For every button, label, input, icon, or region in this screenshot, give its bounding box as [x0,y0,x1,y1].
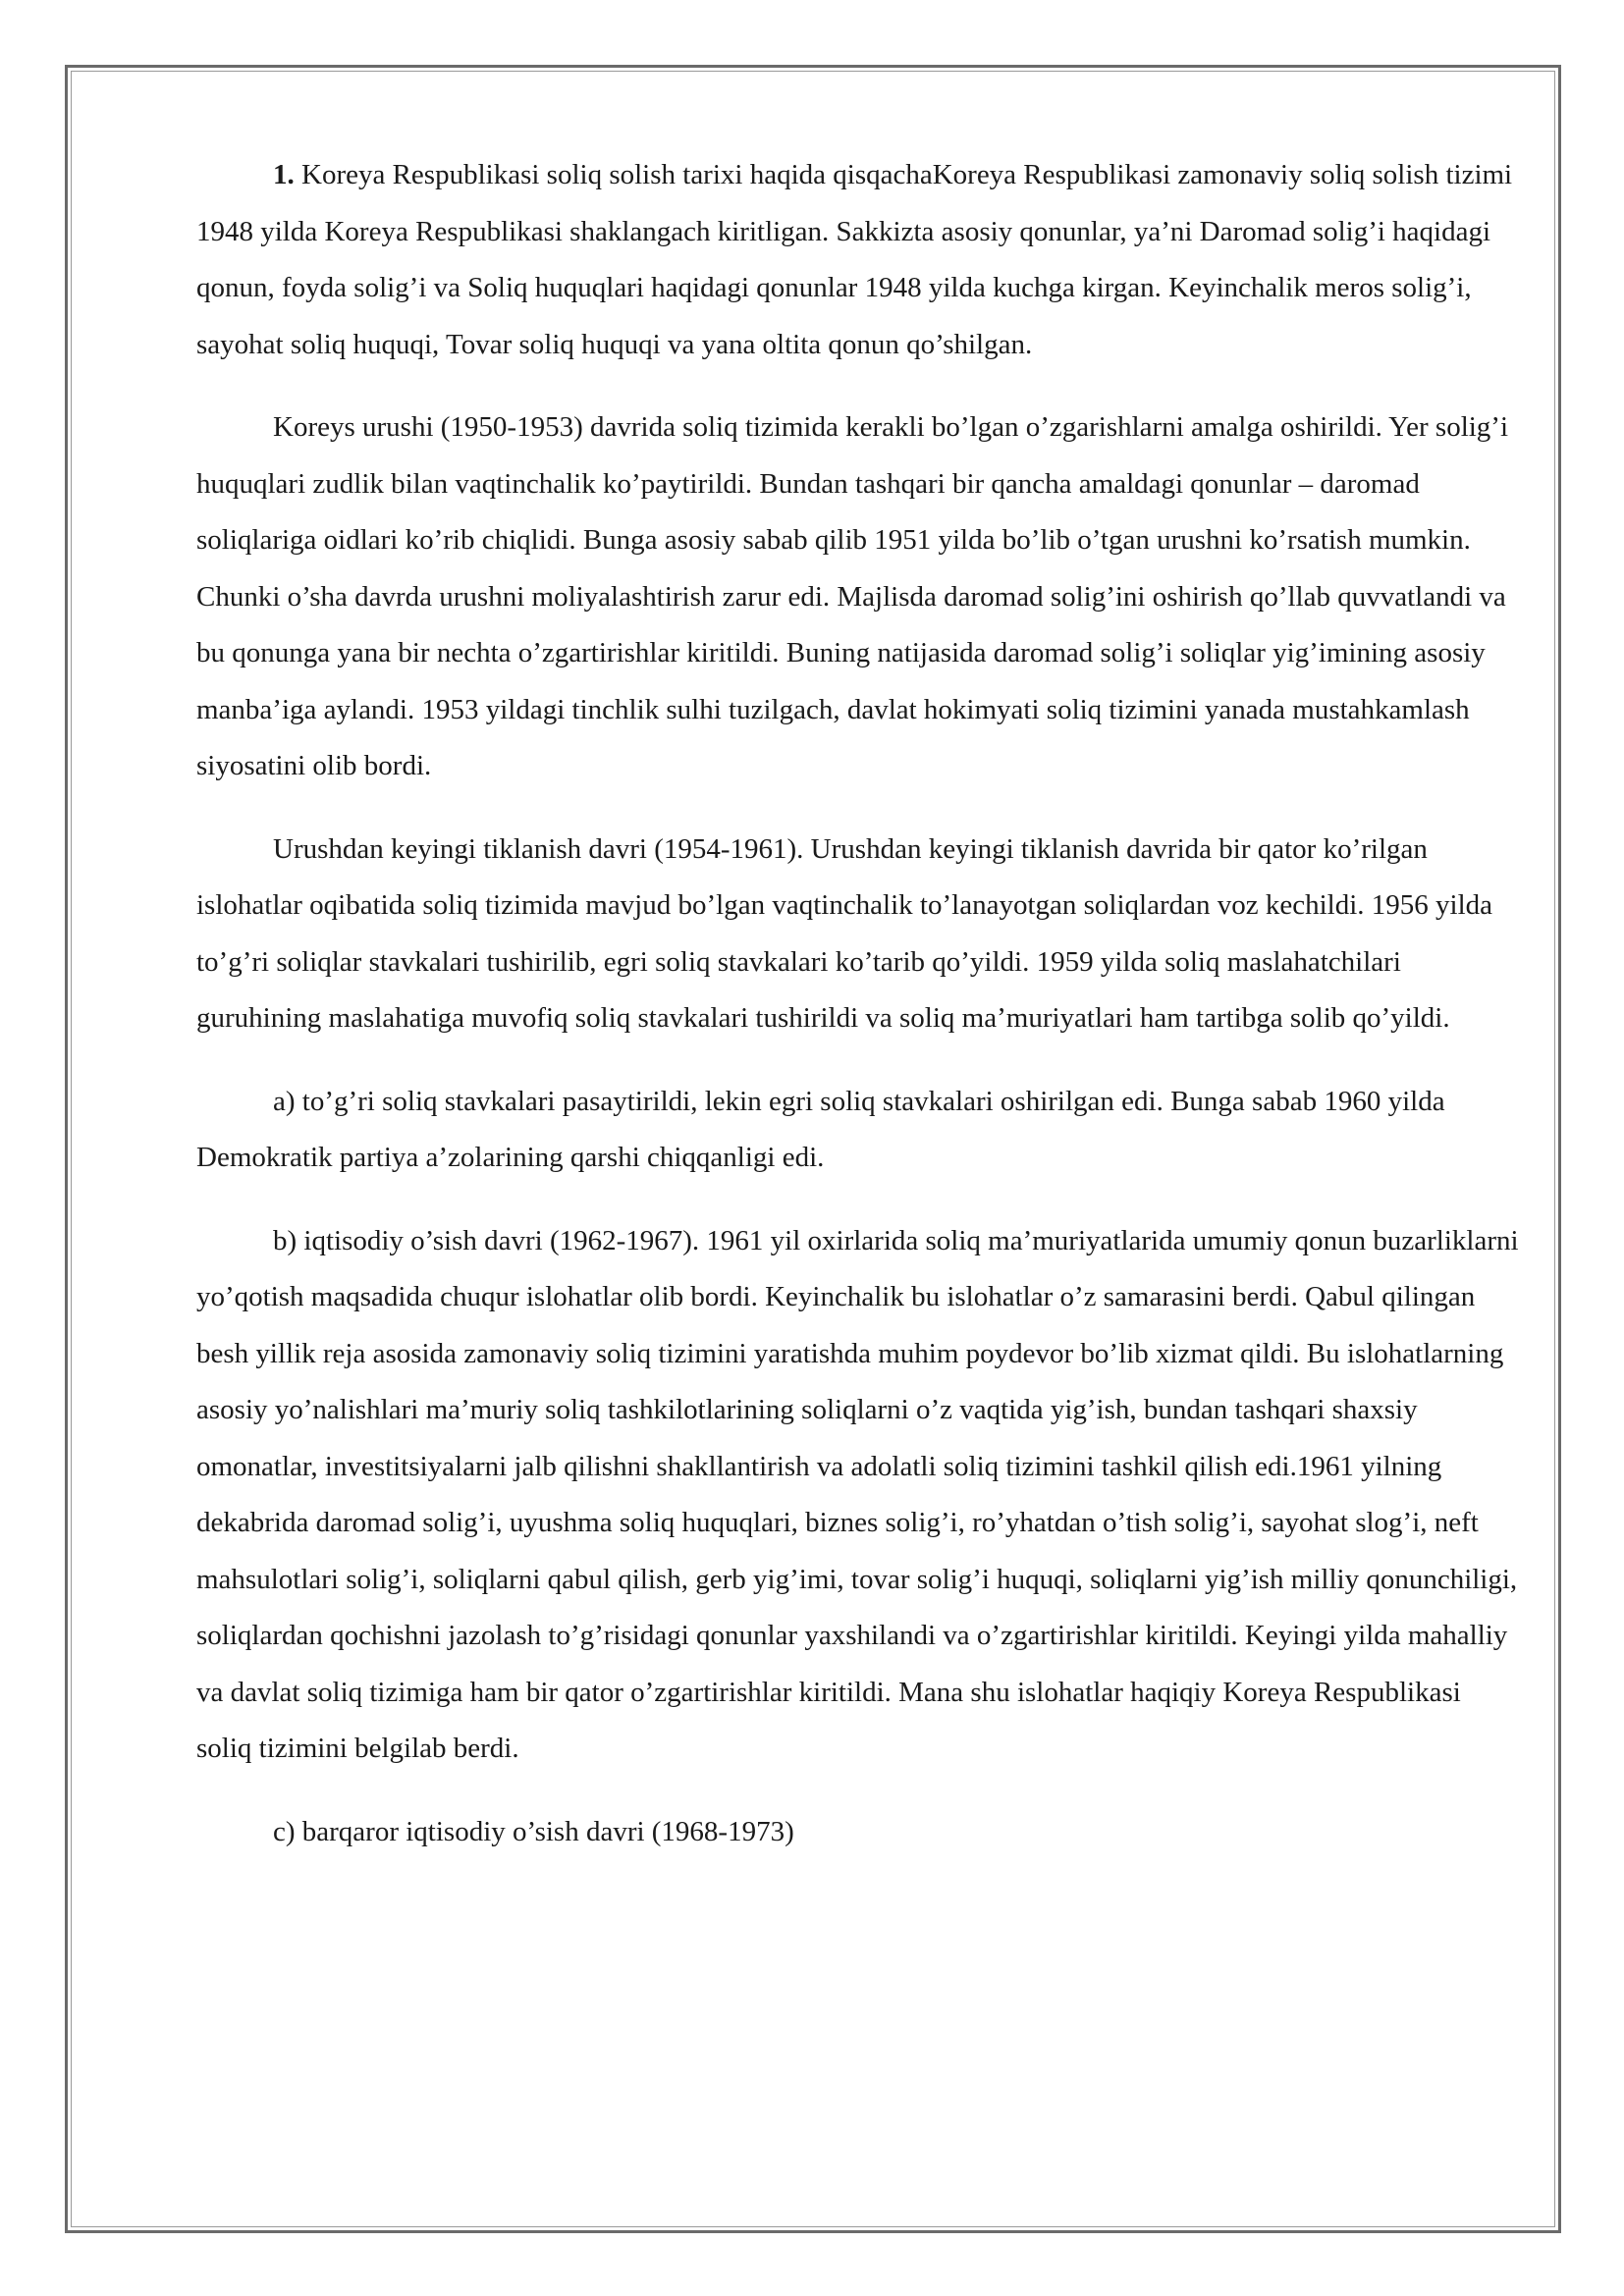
paragraph-2: Koreys urushi (1950-1953) davrida soliq tizimida kerakli bo’lgan o’zgarishlarni amalga oshirildi. Yer solig’i huquqlari zudlik bilan vaqtinchalik ko’paytirildi. Bundan tashqari bir qancha amaldagi qonunlar – daromad soliqlariga oidlari ko’rib chiqlidi. Bunga asosiy sabab qilib 1951 yilda bo’lib o’tgan urushni ko’rsatish mumkin. Chunki o’sha davrda urushni moliyalashtirish zarur edi. Majlisda daromad solig’ini oshirish qo’llab quvvatlandi va bu qonunga yana bir nechta o’zgartirishlar kiritildi. Buning natijasida daromad solig’i soliqlar yig’imining asosiy manba’iga aylandi. 1953 yildagi tinchlik sulhi tuzilgach, davlat hokimyati soliq tizimini yanada mustahkamlash siyosatini olib bordi. [196,411,1509,781]
paragraph-1 [196,147,1522,373]
paragraph-6: c) barqaror iqtisodiy o’sish davri (1968-1973) [273,1815,794,1847]
section-number: 1. [273,159,295,190]
paragraph-1-text: Koreya Respublikasi soliq solish tarixi haqida qisqachaKoreya Respublikasi zamonaviy soliq solish tizimi 1948 yilda Koreya Respublikasi shaklangach kiritligan. Sakkizta asosiy qonunlar, ya’ni Daromad solig’i haqidagi qonun, foyda solig’i va Soliq huquqlari haqidagi qonunlar 1948 yilda kuchga kirgan. Keyinchalik meros solig’i, sayohat soliq huquqi, Tovar soliq huquqi va yana oltita qonun qo’shilgan. [196,159,1513,360]
paragraph-4: a) to’g’ri soliq stavkalari pasaytirildi, lekin egri soliq stavkalari oshirilgan edi. Bunga sabab 1960 yilda Demokratik partiya a’zolarining qarshi chiqqanligi edi. [196,1085,1445,1173]
document-body [196,147,1522,1887]
paragraph-3: Urushdan keyingi tiklanish davri (1954-1961). Urushdan keyingi tiklanish davrida bir qator ko’rilgan islohatlar oqibatida soliq tizimida mavjud bo’lgan vaqtinchalik to’lanayotgan soliqlardan voz kechildi. 1956 yilda to’g’ri soliqlar stavkalari tushirilib, egri soliq stavkalari ko’tarib qo’yildi. 1959 yilda soliq maslahatchilari guruhining maslahatiga muvofiq soliq stavkalari tushirildi va soliq ma’muriyatlari ham tartibga solib qo’yildi. [196,832,1492,1034]
paragraph-5: b) iqtisodiy o’sish davri (1962-1967). 1961 yil oxirlarida soliq ma’muriyatlarida umumiy qonun buzarliklarni yo’qotish maqsadida chuqur islohatlar olib bordi. Keyinchalik bu islohatlar o’z samarasini berdi. Qabul qilingan besh yillik reja asosida zamonaviy soliq tizimini yaratishda muhim poydevor bo’lib xizmat qildi. Bu islohatlarning asosiy yo’nalishlari ma’muriy soliq tashkilotlarining soliqlarni o’z vaqtida yig’ish, bundan tashqari shaxsiy omonatlar, investitsiyalarni jalb qilishni shakllantirish va adolatli soliq tizimini tashkil qilish edi.1961 yilning dekabrida daromad solig’i, uyushma soliq huquqlari, biznes solig’i, ro’yhatdan o’tish solig’i, sayohat slog’i, neft mahsulotlari solig’i, soliqlarni qabul qilish, gerb yig’imi, tovar solig’i huquqi, soliqlarni yig’ish milliy qonunchiligi, soliqlardan qochishni jazolash to’g’risidagi qonunlar yaxshilandi va o’zgartirishlar kiritildi. Keyingi yilda mahalliy va davlat soliq tizimiga ham bir qator o’zgartirishlar kiritildi. Mana shu islohatlar haqiqiy Koreya Respublikasi soliq tizimini belgilab berdi. [196,1224,1519,1764]
